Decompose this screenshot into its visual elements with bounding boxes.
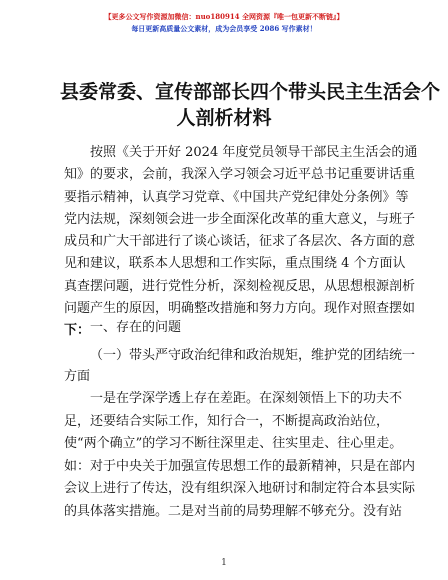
page-number: 1 — [221, 558, 227, 568]
body-line: 的具体落实措施。二是对当前的局势理解不够充分。没有站 — [64, 503, 403, 519]
document-title-line-2: 人剖析材料 — [176, 107, 272, 129]
promo-banner-line-2: 每日更新高质量公文素材，成为会员享受 2086 写作素材！ — [131, 24, 317, 33]
lead-line: 问题产生的原因，明确整改措施和努力方向。现作对照查摆如 — [64, 301, 416, 317]
promo-banner-line-1: 【更多公文写作资源加微信：nuo180914 全网资源『唯一包更新不断链』】 — [104, 12, 344, 21]
subsection-heading — [64, 345, 416, 387]
lead-line: 党内法规，深刻领会进一步全面深化改革的重大意义，与班子 — [64, 211, 416, 227]
lead-line: 按照《关于开好 2024 年度党员领导干部民主生活会的通 — [90, 145, 418, 160]
document-title-line-1: 县委常委、宣传部部长四个带头民主生活会个 — [60, 81, 441, 103]
lead-line: 见和建议，联系本人思想和工作实际，重点围绕 4 个方面认 — [64, 256, 406, 272]
lead-line: 成员和广大干部进行了谈心谈话，征求了各层次、各方面的意 — [64, 234, 416, 250]
body-line: 足，还要结合实际工作，知行合一，不断提高政治站位， — [64, 413, 390, 429]
lead-line: 下： — [64, 323, 91, 339]
lead-line: 真查摆问题，进行党性分析，深刻检视反思，从思想根源剖析 — [64, 278, 416, 294]
body-line: 如：对于中央关于加强宣传思想工作的最新精神，只是在部内 — [64, 458, 416, 474]
body-line: 使“两个确立”的学习不断往深里走、往实里走、往心里走。 — [64, 436, 403, 451]
body-line: 会议上进行了传达，没有组织深入地研讨和制定符合本县实际 — [64, 481, 416, 496]
lead-line: 知》的要求，会前，我深入学习领会习近平总书记重要讲话重 — [64, 167, 416, 183]
subsection-heading-line-2: 方面 — [64, 369, 91, 384]
section-heading: 一、存在的问题 — [90, 320, 182, 335]
body-line: 一是在学深学透上存在差距。在深刻领悟上下的功夫不 — [90, 391, 403, 406]
lead-paragraph — [64, 142, 418, 343]
subsection-heading-line-1: （一）带头严守政治纪律和政治规矩，维护党的团结统一 — [90, 348, 416, 363]
body-paragraph — [64, 388, 416, 523]
lead-line: 要指示精神，认真学习党章、《中国共产党纪律处分条例》等 — [64, 189, 409, 205]
